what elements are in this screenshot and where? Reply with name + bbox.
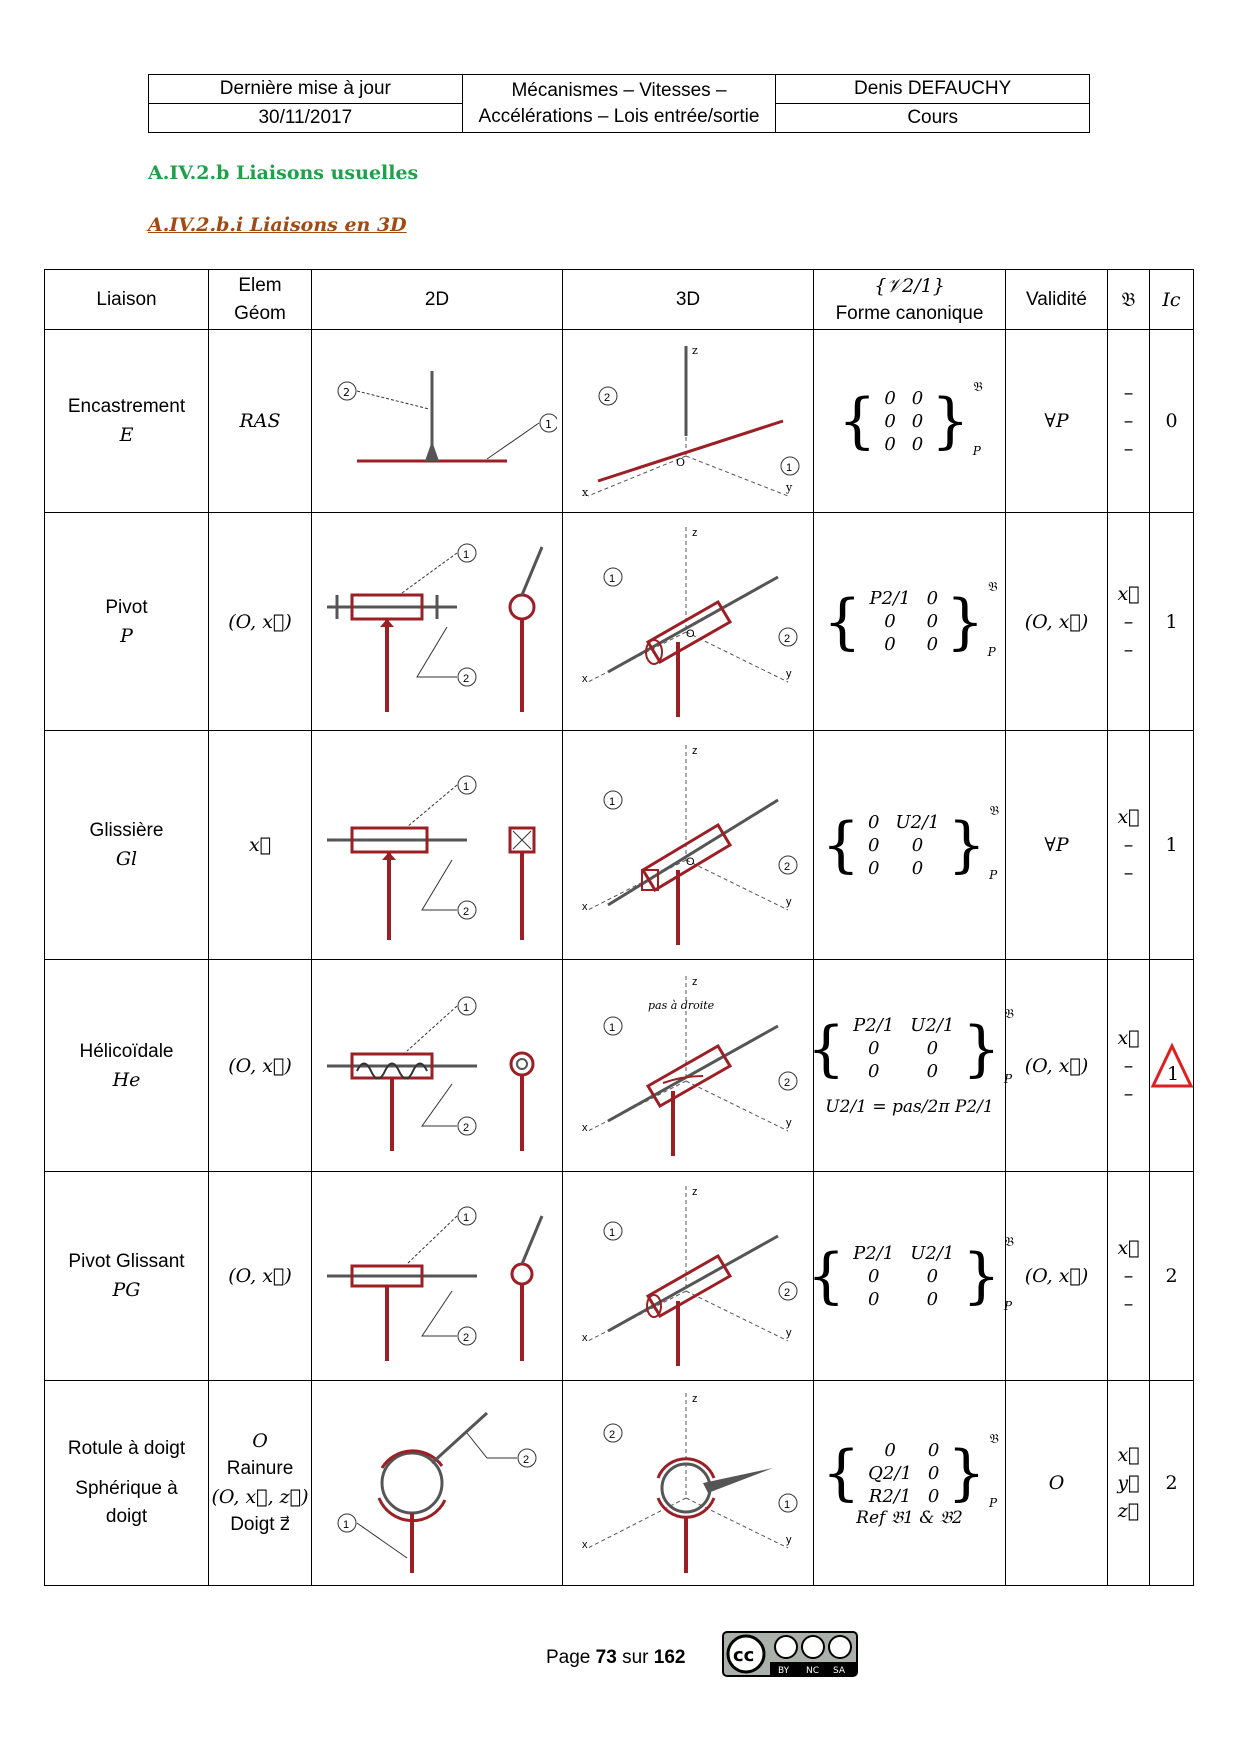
rotule-doigt-2d-drawing — [317, 1388, 557, 1578]
pas-label: pas à droite — [648, 998, 715, 1012]
liaisons-table — [44, 269, 1194, 1586]
liaison-label: Pivot — [105, 596, 148, 618]
col-2d: 2D — [312, 270, 563, 330]
label-2: 2 — [784, 632, 791, 645]
torsor — [806, 960, 1014, 1172]
axis-x: x — [582, 486, 589, 499]
header-table — [148, 74, 1090, 133]
pivot-2d-drawing — [317, 527, 557, 717]
liaison-name — [45, 513, 209, 731]
ic — [1150, 960, 1194, 1172]
label-2: 2 — [463, 672, 470, 685]
col-elem — [209, 270, 312, 330]
validite: (O, x⃗) — [1006, 513, 1108, 731]
ic: 2 — [1150, 1172, 1194, 1381]
col-torsor — [814, 270, 1006, 330]
axis-z: z — [692, 344, 698, 357]
helicoidale-relation: U2/1 = pas/2π P2/1 — [825, 1097, 994, 1117]
axis-y: y — [786, 896, 792, 908]
axis-z: z — [692, 1186, 698, 1198]
label-2: 2 — [784, 861, 791, 873]
ic: 2 — [1150, 1381, 1194, 1586]
validite: (O, x⃗) — [1006, 960, 1108, 1172]
pivot-glissant-2d-drawing — [317, 1186, 557, 1366]
liaison-symbol: PG — [112, 1279, 141, 1301]
origin-label: O — [676, 456, 686, 469]
elem-geom: O Rainure (O, x⃗, z⃗) Doigt z⃗ — [209, 1381, 312, 1586]
nc-text: NC — [806, 1666, 820, 1676]
rotule-reference: Ref 𝔅1 & 𝔅2 — [856, 1507, 963, 1528]
validite: ∀P — [1006, 330, 1108, 513]
footer-sur: sur — [622, 1647, 649, 1668]
figure-2d — [312, 513, 563, 731]
label-1: 1 — [463, 781, 470, 793]
label-2: 2 — [784, 1287, 791, 1299]
label-2: 2 — [523, 1454, 530, 1466]
axis-z: z — [692, 745, 698, 757]
base: x⃗ – – — [1108, 513, 1150, 731]
label-1: 1 — [463, 548, 470, 561]
liaison-label: Rotule à doigt — [67, 1438, 186, 1459]
validite: (O, x⃗) — [1006, 1172, 1108, 1381]
header-title: Mécanismes – Vitesses – Accélérations – Lois entrée/sortie — [462, 75, 776, 133]
liaison-symbol: Gl — [115, 848, 138, 870]
liaison-name — [45, 960, 209, 1172]
torsor-matrix: { 0 U2/1 0 0 0 0 } 𝔅 P — [821, 803, 1000, 882]
figure-3d — [563, 960, 814, 1172]
elem-geom: RAS — [209, 330, 312, 513]
label-1: 1 — [463, 1212, 470, 1224]
liaison-label: Pivot Glissant — [68, 1251, 185, 1272]
encastrement-3d-drawing — [568, 336, 808, 506]
creative-commons-license-icon — [722, 1631, 858, 1677]
rotule-doigt-3d-drawing — [568, 1388, 808, 1578]
liaison-label: Hélicoïdale — [79, 1040, 174, 1062]
axis-y: y — [786, 1327, 792, 1339]
col-elem-line2: Géom — [234, 302, 286, 324]
pivot-glissant-3d-drawing — [568, 1181, 808, 1371]
page-footer — [546, 1647, 685, 1669]
base: x⃗ – – — [1108, 731, 1150, 960]
torsor-matrix: { P2/1 U2/1 0 0 0 0 } 𝔅 P — [806, 1007, 1014, 1086]
sa-text: SA — [833, 1666, 846, 1676]
axis-y: y — [786, 667, 792, 680]
label-1: 1 — [609, 1227, 616, 1239]
col-torsor-line1: {𝒱2/1} — [874, 274, 945, 297]
elem-geom: (O, x⃗) — [209, 1172, 312, 1381]
glissiere-2d-drawing — [317, 745, 557, 945]
base: x⃗ y⃗ z⃗ — [1108, 1381, 1150, 1586]
liaison-label: Glissière — [89, 820, 164, 841]
col-elem-line1: Elem — [238, 274, 282, 296]
elem-geom: (O, x⃗) — [209, 960, 312, 1172]
col-torsor-line2: Forme canonique — [835, 302, 984, 324]
axis-y: y — [786, 1534, 792, 1546]
header-date-label: Dernière mise à jour — [149, 75, 463, 104]
axis-x: x — [582, 1539, 588, 1551]
liaison-name — [45, 731, 209, 960]
liaison-name — [45, 1381, 209, 1586]
table-row — [45, 731, 1194, 960]
torsor — [806, 1172, 1014, 1381]
table-row — [45, 330, 1194, 513]
origin-label: O — [686, 627, 695, 640]
torsor-matrix: { 0 0 Q2/1 0 R2/1 0 } 𝔅 P — [821, 1431, 999, 1510]
by-text: BY — [778, 1666, 790, 1676]
footer-page-total: 162 — [653, 1647, 686, 1668]
torsor — [814, 731, 1006, 960]
liaison-name — [45, 1172, 209, 1381]
figure-2d — [312, 1381, 563, 1586]
label-1: 1 — [463, 1001, 470, 1014]
axis-y: y — [786, 1116, 792, 1129]
header-type: Cours — [776, 104, 1090, 133]
col-liaison: Liaison — [45, 270, 209, 330]
col-ic: Ic — [1150, 270, 1194, 330]
torsor — [814, 330, 1006, 513]
axis-z: z — [692, 1393, 698, 1405]
table-header-row — [45, 270, 1194, 330]
ic-value: 1 — [1167, 1062, 1180, 1085]
axis-z: z — [692, 975, 698, 988]
label-2: 2 — [784, 1076, 791, 1089]
label-2: 2 — [463, 1121, 470, 1134]
helicoidale-3d-drawing — [568, 971, 808, 1161]
helicoidale-2d-drawing — [317, 976, 557, 1156]
figure-3d — [563, 1172, 814, 1381]
label-2: 2 — [463, 906, 470, 918]
figure-3d — [563, 513, 814, 731]
label-1: 1 — [784, 1499, 791, 1511]
figure-2d — [312, 330, 563, 513]
ic: 1 — [1150, 513, 1194, 731]
liaison-label-alt: Sphérique à doigt — [75, 1478, 178, 1527]
figure-2d — [312, 960, 563, 1172]
label-2: 2 — [463, 1332, 470, 1344]
base: – – – — [1108, 330, 1150, 513]
table-row — [45, 1172, 1194, 1381]
footer-page-number: 73 — [595, 1647, 617, 1668]
table-row — [45, 1381, 1194, 1586]
torsor-matrix: { P2/1 0 0 0 0 0 } 𝔅 P — [823, 580, 998, 659]
base: x⃗ – – — [1108, 1172, 1150, 1381]
subsection-title: A.IV.2.b.i Liaisons en 3D — [148, 214, 407, 236]
warning-triangle-icon — [1150, 1042, 1194, 1090]
figure-3d — [563, 731, 814, 960]
elem-geom: (O, x⃗) — [209, 513, 312, 731]
base: x⃗ – – — [1108, 960, 1150, 1172]
validite: O — [1006, 1381, 1108, 1586]
figure-3d — [563, 1381, 814, 1586]
liaison-name — [45, 330, 209, 513]
section-title: A.IV.2.b Liaisons usuelles — [148, 162, 419, 184]
header-author: Denis DEFAUCHY — [776, 75, 1090, 104]
figure-2d — [312, 1172, 563, 1381]
label-2: 2 — [609, 1429, 616, 1441]
liaison-symbol: P — [120, 624, 133, 647]
axis-x: x — [582, 1121, 588, 1134]
axis-x: x — [582, 1332, 588, 1344]
col-3d: 3D — [563, 270, 814, 330]
label-2: 2 — [604, 392, 611, 404]
label-1: 1 — [343, 1519, 350, 1531]
label-1: 1 — [545, 418, 552, 431]
liaison-label: Encastrement — [67, 396, 186, 417]
ic: 0 — [1150, 330, 1194, 513]
liaison-symbol: E — [119, 424, 134, 446]
col-validite: Validité — [1006, 270, 1108, 330]
encastrement-2d-drawing — [317, 341, 557, 501]
figure-3d — [563, 330, 814, 513]
axis-x: x — [582, 901, 588, 913]
label-2: 2 — [343, 386, 350, 399]
label-1: 1 — [609, 796, 616, 808]
axis-y: y — [786, 481, 793, 494]
col-base: 𝔅 — [1108, 270, 1150, 330]
elem-geom: x⃗ — [209, 731, 312, 960]
table-row — [45, 960, 1194, 1172]
axis-x: x — [582, 672, 588, 685]
origin-label: O — [686, 856, 695, 868]
torsor — [814, 513, 1006, 731]
pivot-3d-drawing — [568, 522, 808, 722]
torsor — [814, 1381, 1006, 1586]
label-1: 1 — [609, 1021, 616, 1034]
ic: 1 — [1150, 731, 1194, 960]
header-date: 30/11/2017 — [149, 104, 463, 133]
validite: ∀P — [1006, 731, 1108, 960]
torsor-matrix: { 0 0 0 0 0 0 } 𝔅 P — [838, 379, 983, 458]
label-1: 1 — [786, 462, 793, 474]
axis-z: z — [692, 526, 698, 539]
cc-text: cc — [733, 1645, 755, 1666]
liaison-symbol: He — [112, 1068, 141, 1091]
glissiere-3d-drawing — [568, 740, 808, 950]
figure-2d — [312, 731, 563, 960]
footer-page-prefix: Page — [546, 1647, 591, 1668]
torsor-matrix: { P2/1 U2/1 0 0 0 0 } 𝔅 P — [806, 1234, 1014, 1313]
label-1: 1 — [609, 572, 616, 585]
table-row — [45, 513, 1194, 731]
